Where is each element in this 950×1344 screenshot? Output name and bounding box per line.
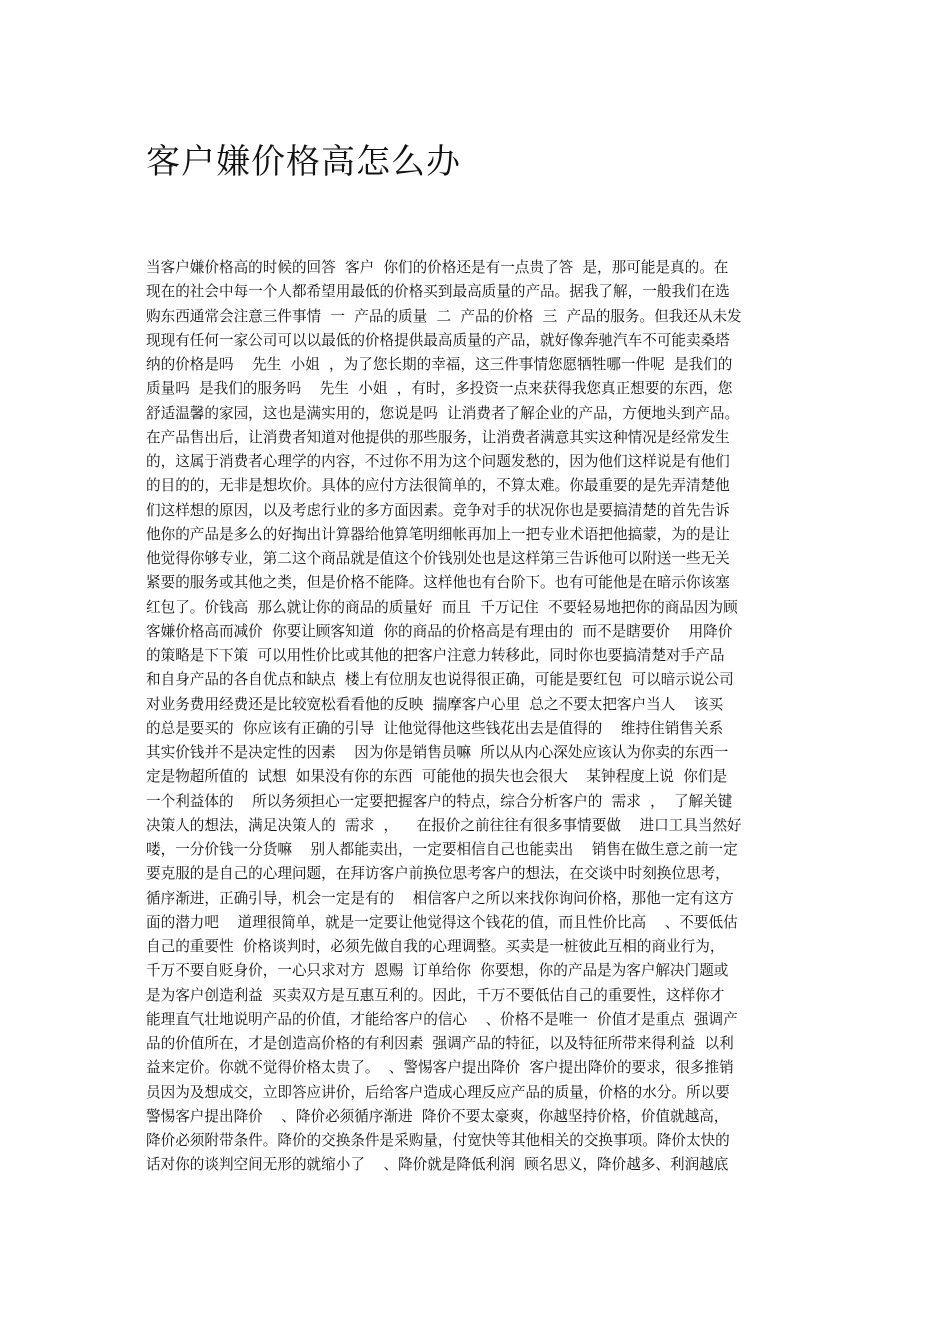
body-text-line: 现在的社会中每一个人都希望用最低的价格买到最高质量的产品。据我了解，一般我们在选: [146, 283, 730, 301]
body-text-line: 其实价钱并不是决定性的因素 因为你是销售员嘛 所以从内心深处应该认为你卖的东西一: [146, 744, 729, 761]
body-text-line: 质量吗 是我们的服务吗 先生 小姐 ，有时，多投资一点来获得我您真正想要的东西，您: [146, 380, 733, 398]
document-title: 客户嫌价格高怎么办: [146, 142, 461, 182]
body-text-line: 他觉得你够专业，第二这个商品就是值这个价钱别处也是这样第三告诉他可以附送一些无关: [146, 550, 730, 567]
body-text-line: 益来定价。你就不觉得价格太贵了。 、警惕客户提出降价 客户提出降价的要求，很多推销: [146, 1059, 734, 1077]
body-text-line: 千万不要自贬身价，一心只求对方 恩赐 订单给你 你要想，你的产品是为客户解决门题或: [146, 962, 729, 980]
body-text-line: 现现有任何一家公司可以以最低的价格提供最高质量的产品，就好像奔驰汽车不可能卖桑塔: [146, 331, 730, 349]
body-text-line: 品的价值所在，才是创造高价格的有利因素 强调产品的特征，以及特征所带来得利益 以利: [146, 1035, 734, 1052]
body-text-line: 自己的重要性 价格谈判时，必须先做自我的心理调整。买卖是一桩彼此互相的商业行为，: [146, 938, 725, 955]
body-text-line: 一个利益体的 所以务须担心一定要把握客户的特点，综合分析客户的 需求 ， 了解关键: [146, 792, 733, 810]
body-text-line: 定是物超所值的 试想 如果没有你的东西 可能他的损失也会很大 某钟程度上说 你们是: [146, 768, 728, 786]
body-text-line: 的总是要买的 你应该有正确的引导 让他觉得他这些钱花出去是值得的 维持住销售关系: [146, 719, 724, 737]
body-text-line: 客嫌价格高而减价 你要让顾客知道 你的商品的价格高是有理由的 而不是瞎要价 用降价: [146, 622, 733, 640]
body-text-line: 要克服的是自己的心理问题，在拜访客户前换位思考客户的想法，在交谈中时刻换位思考，: [146, 865, 730, 883]
body-text-line: 的，这属于消费者心理学的内容，不过你不用为这个问题发愁的，因为他们这样说是有他们: [146, 453, 730, 470]
body-text-line: 的目的的，无非是想坎价。具体的应付方法很简单的，不算太难。你最重要的是先弄清楚他: [146, 477, 730, 495]
body-text-line: 决策人的想法，满足决策人的 需求 ， 在报价之前往往有很多事情要做 进口工具当然好: [146, 816, 742, 834]
body-text-line: 对业务费用经费还是比较宽松看看他的反映 揣摩客户心里 总之不要太把客户当人 该买: [146, 695, 724, 713]
body-text-line: 警惕客户提出降价 、降价必须循序渐进 降价不要太豪爽，你越坚持价格，价值就越高，: [146, 1107, 729, 1125]
body-text-line: 紧要的服务或其他之类，但是价格不能降。这样他也有台阶下。也有可能他是在暗示你该塞: [146, 574, 730, 592]
body-text-line: 员因为及想成交，立即答应讲价，后给客户造成心理反应产品的质量，价格的水分。所以要: [146, 1083, 730, 1101]
body-text-line: 降价必须附带条件。降价的交换条件是采购量，付宽快等其他相关的交换事项。降价太快的: [146, 1132, 730, 1149]
body-text-line: 的策略是下下策 可以用性价比或其他的把客户注意力转移此，同时你也要搞清楚对手产品: [146, 647, 725, 664]
body-text-line: 当客户嫌价格高的时候的回答 客户 你们的价格还是有一点贵了答 是，那可能是真的。在: [146, 259, 729, 276]
body-text-line: 话对你的谈判空间无形的就缩小了 、降价就是降低利润 顾名思义，降价越多、利润越底: [146, 1156, 729, 1174]
body-text-line: 面的潜力吧 道理很简单，就是一定要让他觉得这个钱花的值，而且性价比高 、不要低估: [146, 913, 738, 931]
body-text-line: 和自身产品的各自优点和缺点 楼上有位朋友也说得很正确，可能是要红包 可以暗示说公司: [146, 671, 734, 689]
body-text-line: 红包了。价钱高 那么就让你的商品的质量好 而且 千万记住 不要轻易地把你的商品因为顾: [146, 598, 738, 616]
body-text-line: 舒适温馨的家园，这也是满实用的，您说是吗 让消费者了解企业的产品，方便地头到产品。: [146, 404, 740, 422]
body-text-line: 纳的价格是吗 先生 小姐 ，为了您长期的幸福，这三件事情您愿牺牲哪一件呢 是我们的: [146, 356, 733, 373]
body-text-line: 他你的产品是多么的好掏出计算器给他算笔明细帐再加上一把专业术语把他搞蒙，为的是让: [146, 525, 730, 543]
body-text-line: 在产品售出后，让消费者知道对他提供的那些服务，让消费者满意其实这种情况是经常发生: [146, 428, 730, 446]
body-text-line: 喽，一分价钱一分货嘛 别人都能卖出，一定要相信自己也能卖出 销售在做生意之前一定: [146, 841, 738, 858]
body-text-line: 购东西通常会注意三件事情 一 产品的质量 二 产品的价格 三 产品的服务。但我还从未发: [146, 307, 742, 325]
body-text-line: 们这样想的原因，以及考虑行业的多方面因素。竞争对手的状况你也是要搞清楚的首先告诉: [146, 501, 730, 519]
body-text-line: 能理直气壮地说明产品的价值，才能给客户的信心 、价格不是唯一 价值才是重点 强调产: [146, 1010, 738, 1028]
document-body: [146, 256, 814, 1178]
body-text-line: 是为客户创造利益 买卖双方是互惠互利的。因此，千万不要低估自己的重要性，这样你才: [146, 986, 725, 1004]
body-text-line: 循序渐进，正确引导，机会一定是有的 相信客户之所以来找你询问价格，那他一定有这方: [146, 889, 734, 907]
